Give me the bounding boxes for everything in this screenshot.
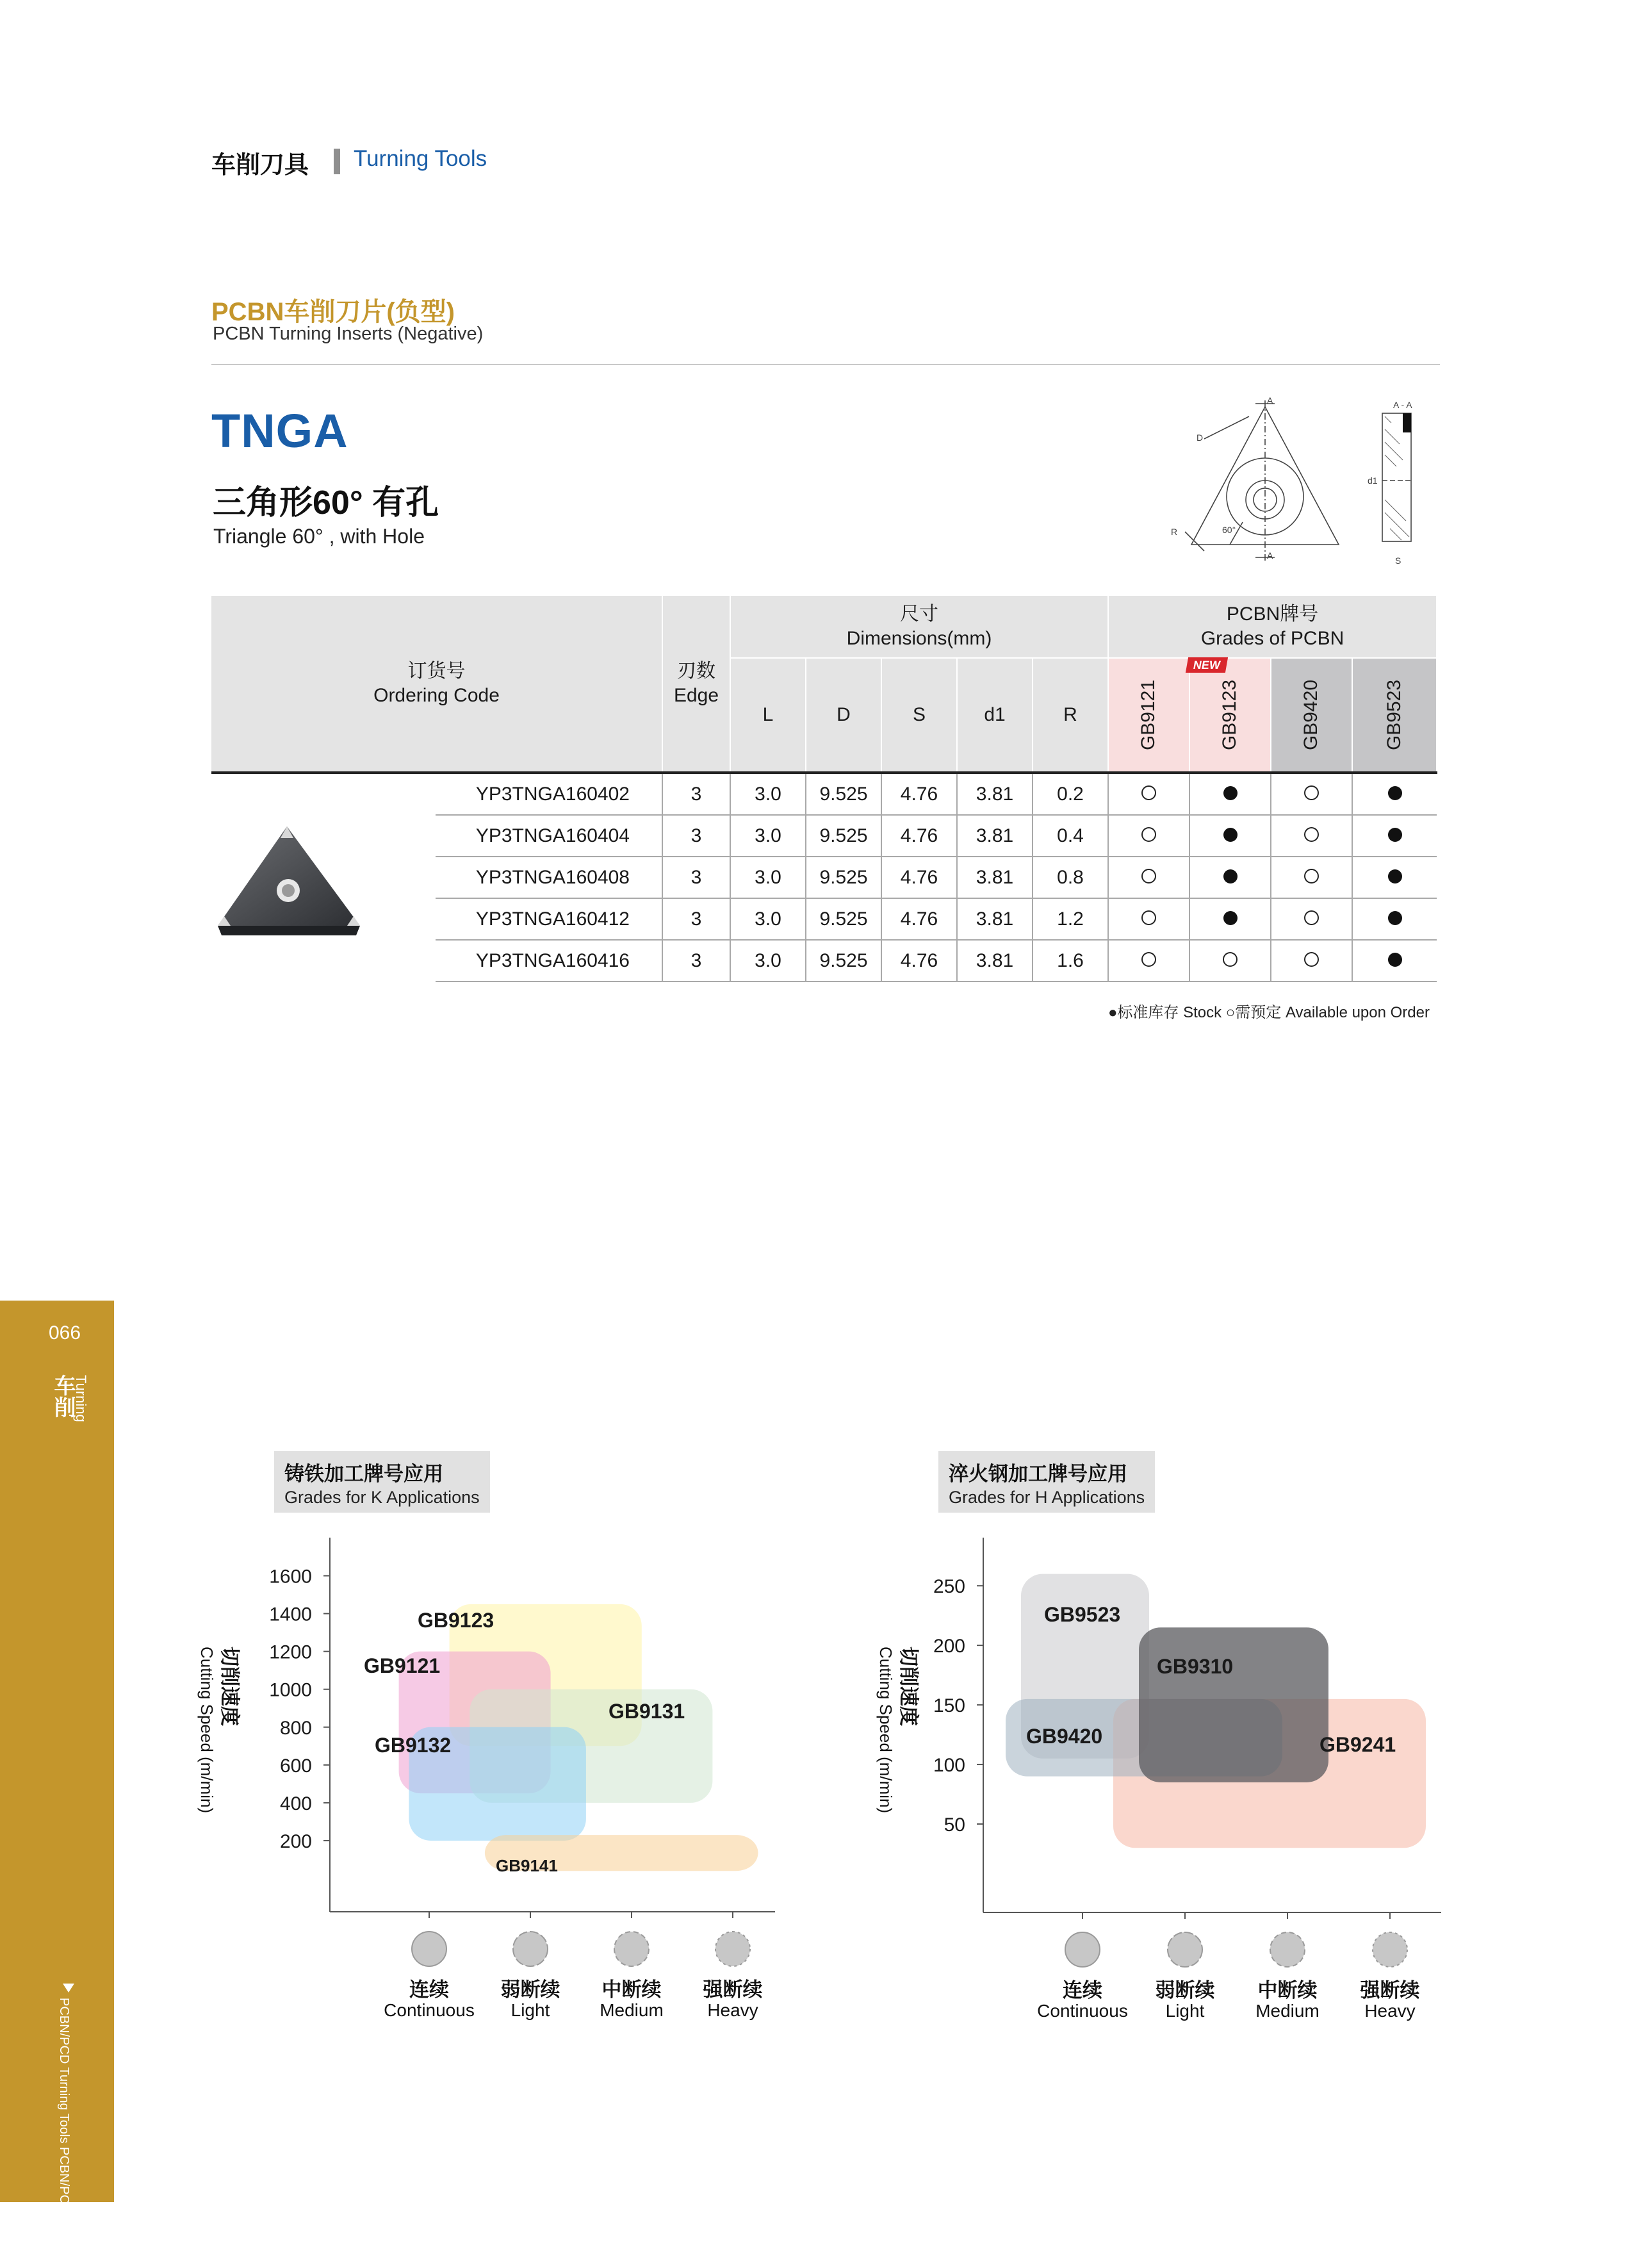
section-title-cn: PCBN车削刀片(负型) [211, 298, 455, 326]
dim-r-cell: 1.6 [1033, 940, 1108, 982]
drawing-label-d: D [1197, 432, 1204, 443]
stock-filled-dot-icon [1388, 786, 1402, 800]
dim-d1-cell: 3.81 [957, 773, 1033, 815]
stock-gb9123-cell [1189, 773, 1271, 815]
dim-d1-cell: 3.81 [957, 857, 1033, 898]
header-dim-s: S [881, 658, 957, 773]
dim-d-cell: 9.525 [806, 773, 881, 815]
section-title-en: PCBN Turning Inserts (Negative) [213, 324, 484, 344]
dim-d-cell: 9.525 [806, 857, 881, 898]
header-dimensions-cn: 尺寸 [900, 604, 938, 625]
edge-cell: 3 [662, 940, 730, 982]
x-category-en: Medium [1255, 2001, 1319, 2021]
new-badge: NEW [1186, 657, 1228, 673]
dim-s-cell: 4.76 [881, 815, 957, 857]
dim-l-cell: 3.0 [730, 940, 806, 982]
y-tick-label: 400 [279, 1793, 312, 1814]
interruption-level-icon [614, 1932, 649, 1966]
drawing-label-a-top: A [1267, 395, 1273, 406]
chart-h-title-en: Grades for H Applications [949, 1488, 1145, 1507]
insert-technical-drawing [1153, 391, 1435, 573]
spec-table [211, 596, 1437, 982]
edge-cell: 3 [662, 773, 730, 815]
y-axis-label [876, 1647, 920, 1813]
y-tick-label: 800 [279, 1717, 312, 1739]
header-category-en: Turning Tools [354, 146, 487, 171]
header-dimensions-en: Dimensions(mm) [846, 628, 992, 649]
dim-d-cell: 9.525 [806, 898, 881, 940]
dim-d1-cell: 3.81 [957, 898, 1033, 940]
y-tick-label: 200 [933, 1636, 965, 1657]
grade-label-gb9310: GB9310 [1157, 1655, 1234, 1678]
stock-gb9523-cell [1352, 773, 1437, 815]
stock-gb9123-cell [1189, 815, 1271, 857]
order-open-dot-icon [1304, 910, 1319, 925]
stock-gb9523-cell [1352, 857, 1437, 898]
drawing-label-a-bottom: A [1267, 550, 1273, 561]
x-category-cn: 强断续 [703, 1978, 763, 2001]
stock-gb9523-cell [1352, 898, 1437, 940]
chart-h-title-box [938, 1451, 1155, 1513]
header-ordering-code [211, 596, 662, 773]
dim-l-cell: 3.0 [730, 857, 806, 898]
y-tick-label: 1200 [269, 1641, 312, 1663]
order-open-dot-icon [1223, 952, 1238, 967]
interruption-level-icon [1373, 1932, 1407, 1967]
y-tick-label: 1600 [269, 1566, 312, 1588]
order-open-dot-icon [1141, 910, 1156, 925]
ordering-code-cell: YP3TNGA160416 [436, 940, 662, 982]
interruption-level-icon [412, 1932, 446, 1966]
stock-gb9420-cell [1271, 898, 1352, 940]
drawing-label-angle: 60° [1222, 525, 1236, 535]
y-tick-label: 200 [279, 1830, 312, 1852]
chart-h-title-cn: 淬火钢加工牌号应用 [949, 1463, 1127, 1485]
table-row [211, 773, 1437, 815]
grade-label-gb9523: GB9523 [1384, 679, 1405, 751]
grade-label-gb9132: GB9132 [375, 1734, 452, 1757]
x-category-en: Continuous [1037, 2001, 1128, 2021]
order-open-dot-icon [1304, 869, 1319, 883]
stock-gb9123-cell [1189, 857, 1271, 898]
drawing-label-d1: d1 [1368, 475, 1378, 486]
order-open-dot-icon [1141, 827, 1156, 842]
grade-label-gb9523: GB9523 [1044, 1603, 1121, 1626]
chart-k-title-en: Grades for K Applications [284, 1488, 480, 1507]
stock-legend: ●标准库存 Stock ○需预定 Available upon Order [1107, 1004, 1430, 1021]
dim-r-cell: 0.2 [1033, 773, 1108, 815]
dim-r-cell: 0.4 [1033, 815, 1108, 857]
order-open-dot-icon [1304, 827, 1319, 842]
y-axis-label-cn: 切削速度 [897, 1647, 920, 1726]
stock-gb9420-cell [1271, 857, 1352, 898]
x-category-cn: 连续 [1063, 1979, 1102, 2001]
y-axis-label-en: Cutting Speed (m/min) [876, 1647, 895, 1814]
grade-label-gb9420: GB9420 [1300, 679, 1322, 751]
grade-region-gb9310 [1139, 1627, 1328, 1782]
stock-gb9420-cell [1271, 940, 1352, 982]
interruption-level-icon [1065, 1932, 1100, 1967]
stock-filled-dot-icon [1388, 828, 1402, 842]
interruption-level-icon [1168, 1932, 1202, 1967]
edge-cell: 3 [662, 898, 730, 940]
stock-gb9420-cell [1271, 815, 1352, 857]
y-tick-label: 1000 [269, 1679, 312, 1701]
stock-gb9121-cell [1108, 815, 1189, 857]
x-category-cn: 弱断续 [500, 1978, 560, 2001]
y-axis-label-en: Cutting Speed (m/min) [197, 1647, 217, 1814]
order-open-dot-icon [1141, 952, 1156, 967]
order-open-dot-icon [1304, 952, 1319, 967]
y-axis-label-cn: 切削速度 [218, 1647, 241, 1726]
header-grades-en: Grades of PCBN [1200, 628, 1344, 649]
stock-gb9121-cell [1108, 898, 1189, 940]
interruption-level-icon [1270, 1932, 1305, 1967]
ordering-code-cell: YP3TNGA160404 [436, 815, 662, 857]
model-title: TNGA [211, 404, 348, 457]
dim-d-cell: 9.525 [806, 815, 881, 857]
x-category-cn: 中断续 [1257, 1979, 1318, 2001]
dim-d1-cell: 3.81 [957, 940, 1033, 982]
stock-filled-dot-icon [1388, 953, 1402, 967]
order-open-dot-icon [1141, 869, 1156, 883]
y-tick-label: 600 [279, 1755, 312, 1777]
edge-cell: 3 [662, 815, 730, 857]
stock-gb9121-cell [1108, 940, 1189, 982]
header-grades-cn: PCBN牌号 [1226, 604, 1319, 625]
stock-filled-dot-icon [1223, 786, 1238, 800]
y-tick-label: 100 [933, 1755, 965, 1777]
x-category-cn: 连续 [409, 1978, 449, 2001]
chart-k-applications [192, 1525, 807, 2020]
chart-h-applications [858, 1525, 1473, 2021]
dim-l-cell: 3.0 [730, 898, 806, 940]
page-number: 066 [49, 1322, 81, 1344]
side-footer-text: PCBN/PCD Turning Tools PCBN/PCD 车削刀具 [57, 1998, 71, 2268]
spec-table-container [211, 596, 1437, 982]
header-grade-gb9420 [1271, 658, 1352, 773]
dim-s-cell: 4.76 [881, 773, 957, 815]
stock-gb9123-cell [1189, 898, 1271, 940]
header-ordering-code-en: Ordering Code [373, 685, 500, 706]
grade-label-gb9420: GB9420 [1026, 1725, 1103, 1748]
x-category-en: Heavy [1364, 2001, 1416, 2021]
y-tick-label: 50 [944, 1814, 965, 1836]
x-category-cn: 强断续 [1360, 1979, 1420, 2001]
grade-label-gb9121: GB9121 [364, 1654, 441, 1677]
stock-gb9121-cell [1108, 773, 1189, 815]
header-dim-d: D [806, 658, 881, 773]
y-tick-label: 1400 [269, 1604, 312, 1625]
header-category-cn: 车削刀具 [211, 152, 309, 179]
chart-k-title-cn: 铸铁加工牌号应用 [284, 1463, 443, 1485]
y-axis-label [197, 1647, 241, 1813]
header-grades [1108, 596, 1437, 658]
edge-cell: 3 [662, 857, 730, 898]
drawing-label-s: S [1395, 555, 1401, 566]
x-category-en: Heavy [707, 2000, 758, 2020]
x-category-cn: 弱断续 [1155, 1979, 1215, 2001]
side-label-cn: 车削 [51, 1374, 75, 1418]
ordering-code-cell: YP3TNGA160412 [436, 898, 662, 940]
grade-label-gb9131: GB9131 [609, 1700, 685, 1723]
shape-title-en: Triangle 60° , with Hole [213, 525, 425, 548]
side-label-en: Turning [73, 1375, 89, 1422]
stock-gb9523-cell [1352, 940, 1437, 982]
y-tick-label: 150 [933, 1695, 965, 1717]
header-grade-gb9121 [1108, 658, 1189, 773]
x-category-en: Medium [600, 2000, 664, 2020]
stock-filled-dot-icon [1223, 869, 1238, 883]
stock-filled-dot-icon [1223, 911, 1238, 925]
grade-label-gb9121: GB9121 [1138, 679, 1159, 751]
header-dim-r: R [1033, 658, 1108, 773]
dim-s-cell: 4.76 [881, 940, 957, 982]
stock-gb9121-cell [1108, 857, 1189, 898]
x-category-en: Light [511, 2000, 550, 2020]
section-divider [211, 364, 1440, 365]
shape-title-cn: 三角形60° 有孔 [213, 484, 439, 522]
dim-d1-cell: 3.81 [957, 815, 1033, 857]
triangle-marker-icon [63, 1984, 74, 1993]
drawing-label-section: A - A [1393, 400, 1412, 410]
dim-l-cell: 3.0 [730, 773, 806, 815]
header-edge-cn: 刃数 [677, 661, 715, 682]
header-edge-en: Edge [673, 685, 719, 706]
stock-gb9123-cell [1189, 940, 1271, 982]
stock-gb9523-cell [1352, 815, 1437, 857]
ordering-code-cell: YP3TNGA160408 [436, 857, 662, 898]
header-edge [662, 596, 730, 773]
header-grade-gb9523 [1352, 658, 1437, 773]
dim-r-cell: 1.2 [1033, 898, 1108, 940]
stock-filled-dot-icon [1388, 911, 1402, 925]
dim-r-cell: 0.8 [1033, 857, 1108, 898]
order-open-dot-icon [1141, 785, 1156, 800]
header-dimensions [730, 596, 1108, 658]
dim-l-cell: 3.0 [730, 815, 806, 857]
header-divider [334, 149, 340, 174]
stock-filled-dot-icon [1388, 869, 1402, 883]
header-grade-gb9123 [1189, 658, 1271, 773]
grade-label-gb9241: GB9241 [1319, 1733, 1396, 1756]
header-ordering-code-cn: 订货号 [407, 661, 466, 682]
x-category-en: Continuous [384, 2000, 475, 2020]
stock-filled-dot-icon [1223, 828, 1238, 842]
dim-s-cell: 4.76 [881, 857, 957, 898]
grade-label-gb9123: GB9123 [418, 1609, 494, 1632]
dim-s-cell: 4.76 [881, 898, 957, 940]
dim-d-cell: 9.525 [806, 940, 881, 982]
x-category-cn: 中断续 [601, 1978, 662, 2001]
header-dim-l: L [730, 658, 806, 773]
grade-label-gb9141: GB9141 [496, 1856, 558, 1875]
y-tick-label: 250 [933, 1576, 965, 1598]
ordering-code-cell: YP3TNGA160402 [436, 773, 662, 815]
x-category-en: Light [1165, 2001, 1205, 2021]
grade-label-gb9123: GB9123 [1219, 679, 1241, 751]
interruption-level-icon [715, 1932, 750, 1966]
interruption-level-icon [513, 1932, 548, 1966]
header-dim-d1: d1 [957, 658, 1033, 773]
chart-k-title-box [274, 1451, 490, 1513]
order-open-dot-icon [1304, 785, 1319, 800]
drawing-label-r: R [1171, 527, 1178, 537]
stock-gb9420-cell [1271, 773, 1352, 815]
insert-product-image [211, 814, 372, 942]
